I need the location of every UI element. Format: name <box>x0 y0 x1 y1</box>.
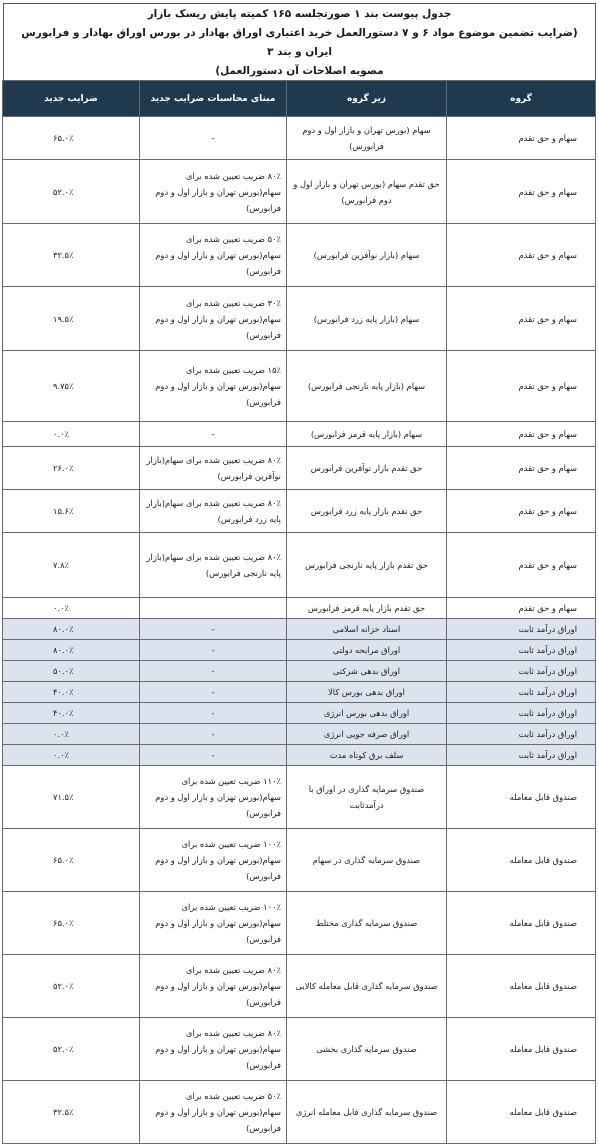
table-row <box>3 766 596 829</box>
table-row <box>3 682 596 703</box>
cell-group: صندوق قابل معامله <box>447 1081 596 1144</box>
cell-value: ۶۵.۰٪ <box>3 829 140 892</box>
cell-group: سهام و حق تقدم <box>447 160 596 224</box>
title-line-3: مصوبه اصلاحات آن دستورالعمل) <box>215 65 384 77</box>
title-line-1: جدول پیوست بند ۱ صورتجلسه ۱۶۵ کمیته پایش ریسک بازار <box>147 8 452 20</box>
cell-value: ۰.۰٪ <box>3 724 140 745</box>
table-row <box>3 1018 596 1081</box>
cell-basis: - <box>140 682 287 703</box>
table-row <box>3 160 596 224</box>
cell-basis: - <box>140 117 287 160</box>
table-row <box>3 447 596 490</box>
cell-basis: ۱۰۰٪ ضریب تعیین شده برای سهام(بورس تهران و بازار اول و دوم فرابورس) <box>140 829 287 892</box>
cell-subgroup: صندوق سرمایه گذاری در سهام <box>287 829 447 892</box>
cell-basis: ۱۱۰٪ ضریب تعیین شده برای سهام(بورس تهران و بازار اول و دوم فرابورس) <box>140 766 287 829</box>
cell-value: ۴۰.۰٪ <box>3 682 140 703</box>
table-row <box>3 224 596 287</box>
cell-subgroup: حق تقدم سهام (بورس تهران و بازار اول و دوم فرابورس) <box>287 160 447 224</box>
header-group: گروه <box>447 81 596 117</box>
cell-basis: ۱۰۰٪ ضریب تعیین شده برای سهام(بورس تهران و بازار اول و دوم فرابورس) <box>140 892 287 955</box>
header-subgroup: زیر گروه <box>287 81 447 117</box>
table-row <box>3 351 596 422</box>
table-row <box>3 422 596 447</box>
cell-group: سهام و حق تقدم <box>447 117 596 160</box>
table-row <box>3 619 596 640</box>
cell-value: ۵۲.۰٪ <box>3 160 140 224</box>
cell-subgroup: حق تقدم بازار نوآفرین فرابورس <box>287 447 447 490</box>
cell-basis: ۸۰٪ ضریب تعیین شده برای سهام(بورس تهران و بازار اول و دوم فرابورس) <box>140 1018 287 1081</box>
cell-value: ۰.۰٪ <box>3 598 140 619</box>
cell-subgroup: سهام (بازار پایه زرد فرابورس) <box>287 287 447 351</box>
cell-value: ۶۵.۰٪ <box>3 892 140 955</box>
cell-group: سهام و حق تقدم <box>447 533 596 598</box>
table-row <box>3 640 596 661</box>
table-row <box>3 955 596 1018</box>
cell-subgroup: اوراق بدهی شرکتی <box>287 661 447 682</box>
cell-basis: ۱۵٪ ضریب تعیین شده برای سهام(بورس تهران و بازار اول و دوم فرابورس) <box>140 351 287 422</box>
cell-group: اوراق درآمد ثابت <box>447 640 596 661</box>
cell-basis: ۵۰٪ ضریب تعیین شده برای سهام(بورس تهران و بازار اول و دوم فرابورس) <box>140 1081 287 1144</box>
cell-subgroup: حق تقدم بازار پایه زرد فرابورس <box>287 490 447 533</box>
cell-subgroup: صندوق سرمایه گذاری در اوراق با درآمدثابت <box>287 766 447 829</box>
table-row <box>3 745 596 766</box>
cell-value: ۰.۰٪ <box>3 745 140 766</box>
cell-basis: ۸۰٪ ضریب تعیین شده برای سهام(بازار پایه زرد فرابورس) <box>140 490 287 533</box>
cell-value: ۷۱.۵٪ <box>3 766 140 829</box>
cell-basis: - <box>140 422 287 447</box>
cell-value: ۹.۷۵٪ <box>3 351 140 422</box>
header-basis: مبنای محاسبات ضرایب جدید <box>140 81 287 117</box>
cell-basis <box>140 598 287 619</box>
document-title <box>3 3 596 80</box>
table-row <box>3 724 596 745</box>
cell-subgroup: صندوق سرمایه گذاری بخشی <box>287 1018 447 1081</box>
cell-basis: - <box>140 703 287 724</box>
table-row <box>3 117 596 160</box>
cell-subgroup: سهام (بازار پایه قرمز فرابورس) <box>287 422 447 447</box>
cell-basis: - <box>140 745 287 766</box>
cell-group: سهام و حق تقدم <box>447 447 596 490</box>
cell-group: سهام و حق تقدم <box>447 598 596 619</box>
cell-group: اوراق درآمد ثابت <box>447 619 596 640</box>
title-line-2: (ضرایب تضمین موضوع مواد ۶ و ۷ دستورالعمل خرید اعتباری اوراق بهادار در بورس اوراق بهادار و فرابورس ایران و بند ۳ <box>21 27 578 58</box>
cell-value: ۶۵.۰٪ <box>3 117 140 160</box>
cell-value: ۵۲.۰٪ <box>3 955 140 1018</box>
table-row <box>3 1081 596 1144</box>
table-row <box>3 661 596 682</box>
cell-value: ۳۲.۵٪ <box>3 1081 140 1144</box>
table-row <box>3 829 596 892</box>
cell-group: اوراق درآمد ثابت <box>447 724 596 745</box>
coefficients-table <box>2 80 596 1144</box>
header-value: ضرایب جدید <box>3 81 140 117</box>
cell-group: صندوق قابل معامله <box>447 829 596 892</box>
document-sheet <box>3 3 596 1144</box>
cell-subgroup: صندوق سرمایه گذاری قابل معامله کالایی <box>287 955 447 1018</box>
cell-value: ۸۰.۰٪ <box>3 640 140 661</box>
cell-basis: ۸۰٪ ضریب تعیین شده برای سهام(بورس تهران و بازار اول و دوم فرابورس) <box>140 160 287 224</box>
cell-value: ۱۹.۵٪ <box>3 287 140 351</box>
cell-value: ۲۶.۰٪ <box>3 447 140 490</box>
cell-subgroup: صندوق سرمایه گذاری قابل معامله انرژی <box>287 1081 447 1144</box>
table-row <box>3 892 596 955</box>
cell-group: صندوق قابل معامله <box>447 892 596 955</box>
cell-group: سهام و حق تقدم <box>447 287 596 351</box>
cell-subgroup: حق تقدم بازار پایه نارنجی فرابورس <box>287 533 447 598</box>
cell-basis: ۸۰٪ ضریب تعیین شده برای سهام(بازار پایه نارنجی فرابورس) <box>140 533 287 598</box>
cell-group: سهام و حق تقدم <box>447 224 596 287</box>
table-row <box>3 287 596 351</box>
cell-group: سهام و حق تقدم <box>447 422 596 447</box>
cell-subgroup: حق تقدم بازار پایه قرمز فرابورس <box>287 598 447 619</box>
cell-basis: - <box>140 661 287 682</box>
cell-group: اوراق درآمد ثابت <box>447 682 596 703</box>
cell-value: ۳۲.۵٪ <box>3 224 140 287</box>
cell-value: ۴۰.۰٪ <box>3 703 140 724</box>
table-header-row <box>3 81 596 117</box>
cell-value: ۷.۸٪ <box>3 533 140 598</box>
cell-subgroup: اسناد خزانه اسلامی <box>287 619 447 640</box>
cell-group: اوراق درآمد ثابت <box>447 745 596 766</box>
cell-subgroup: سهام (بورس تهران و بازار اول و دوم فرابورس) <box>287 117 447 160</box>
cell-basis: - <box>140 724 287 745</box>
cell-basis: ۳۰٪ ضریب تعیین شده برای سهام(بورس تهران و بازار اول و دوم فرابورس) <box>140 287 287 351</box>
cell-subgroup: اوراق مرابحه دولتی <box>287 640 447 661</box>
cell-group: اوراق درآمد ثابت <box>447 703 596 724</box>
table-row <box>3 703 596 724</box>
table-row <box>3 533 596 598</box>
cell-basis: ۸۰٪ ضریب تعیین شده برای سهام(بازار نوآفرین فرابورس) <box>140 447 287 490</box>
cell-subgroup: سهام (بازار پایه نارنجی فرابورس) <box>287 351 447 422</box>
table-row <box>3 598 596 619</box>
cell-value: ۱۵.۶٪ <box>3 490 140 533</box>
cell-subgroup: اوراق صرفه جویی انرژی <box>287 724 447 745</box>
cell-group: صندوق قابل معامله <box>447 766 596 829</box>
table-body <box>3 117 596 1144</box>
cell-basis: - <box>140 619 287 640</box>
table-row <box>3 490 596 533</box>
cell-group: اوراق درآمد ثابت <box>447 661 596 682</box>
cell-subgroup: صندوق سرمایه گذاری مختلط <box>287 892 447 955</box>
cell-value: ۵۰.۰٪ <box>3 661 140 682</box>
cell-group: صندوق قابل معامله <box>447 955 596 1018</box>
cell-subgroup: سلف برق کوتاه مدت <box>287 745 447 766</box>
cell-value: ۸۰.۰٪ <box>3 619 140 640</box>
cell-value: ۵۲.۰٪ <box>3 1018 140 1081</box>
cell-group: صندوق قابل معامله <box>447 1018 596 1081</box>
cell-subgroup: اوراق بدهی بورس انرژی <box>287 703 447 724</box>
cell-value: ۰.۰٪ <box>3 422 140 447</box>
cell-basis: ۵۰٪ ضریب تعیین شده برای سهام(بورس تهران و بازار اول و دوم فرابورس) <box>140 224 287 287</box>
cell-basis: ۸۰٪ ضریب تعیین شده برای سهام(بورس تهران و بازار اول و دوم فرابورس) <box>140 955 287 1018</box>
cell-subgroup: سهام (بازار نوآفرین فرابورس) <box>287 224 447 287</box>
cell-group: سهام و حق تقدم <box>447 351 596 422</box>
cell-subgroup: اوراق بدهی بورس کالا <box>287 682 447 703</box>
cell-group: سهام و حق تقدم <box>447 490 596 533</box>
cell-basis: - <box>140 640 287 661</box>
